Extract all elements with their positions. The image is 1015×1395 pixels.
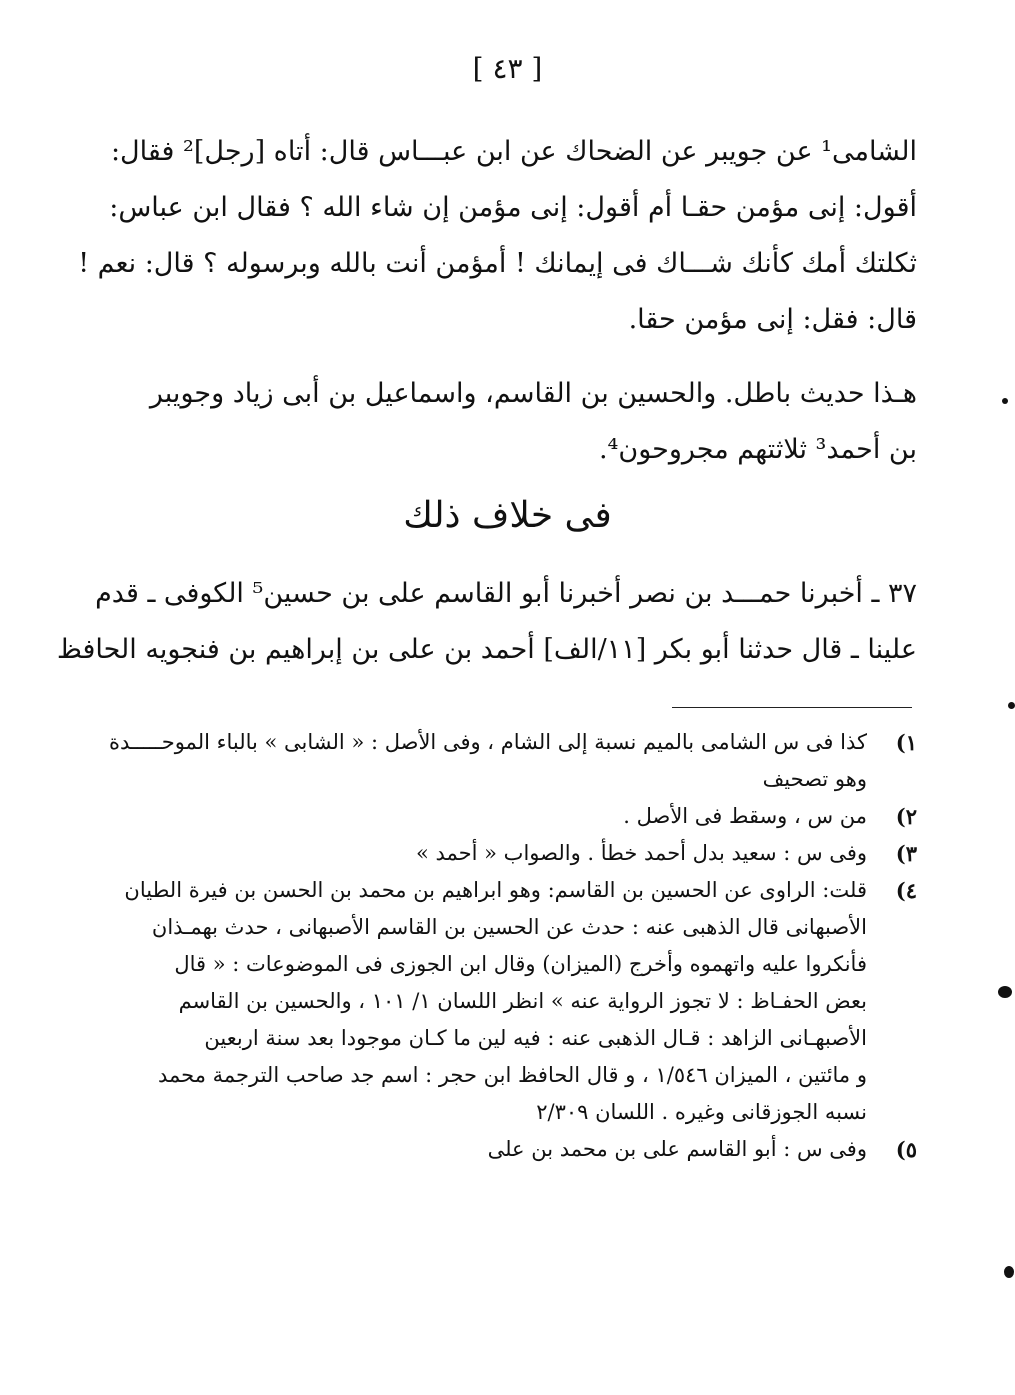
paragraph-3 [56, 566, 917, 678]
footnote-line: من س ، وسقط فى الأصل . [623, 804, 867, 828]
footnote-4 [124, 872, 917, 1131]
scan-mark [1004, 1266, 1014, 1278]
text-line: بن أحمد³ ثلاثتهم مجروحون⁴. [598, 434, 917, 465]
footnote-number: ٢) [895, 804, 917, 829]
scan-mark [1002, 398, 1008, 404]
footnote-number: ٥) [895, 1137, 917, 1162]
footnote-number: ٤) [895, 878, 917, 903]
footnote-2 [190, 798, 917, 835]
text-line: ٣٧ ـ أخبرنا حمـــد بن نصر أخبرنا أبو القاسم على بن حسين⁵ الكوفى ـ قدم [95, 578, 917, 609]
footnote-line: الأصبهـانى الزاهد : قـال الذهبى عنه : فيه لين ما كـان موجودا بعد سنة اربعين [204, 1026, 867, 1050]
footnote-line: قلت: الراوى عن الحسين بن القاسم: وهو ابراهيم بن محمد بن الحسن بن فيرة الطيان [124, 878, 867, 902]
footnote-line: وفى س : سعيد بدل أحمد خطأ . والصواب « أحمد » [415, 841, 867, 865]
paragraph-2 [149, 366, 917, 478]
footnote-3 [190, 835, 917, 872]
scan-mark [1008, 702, 1015, 709]
footnote-number: ٣) [895, 841, 917, 866]
text-line: أقول: إنى مؤمن حقـا أم أقول: إنى مؤمن إن شاء الله ؟ فقال ابن عباس: [109, 192, 917, 223]
text-line: ثكلتك أمك كأنك شـــاك فى إيمانك ! أمؤمن أنت بالله وبرسوله ؟ قال: نعم ! [78, 248, 917, 279]
footnotes [108, 724, 917, 1168]
footnote-number: ١) [895, 730, 917, 755]
footnote-line: و مائتين ، الميزان ١/٥٤٦ ، و قال الحافظ ابن حجر : اسم جد صاحب الترجمة محمد [157, 1063, 867, 1087]
footnote-1 [108, 724, 917, 798]
text-line: الشامى¹ عن جويبر عن الضحاك عن ابن عبـــاس قال: أتاه [رجل]² فقال: [110, 136, 917, 167]
footnote-line: كذا فى س الشامى بالميم نسبة إلى الشام ، وفى الأصل : « الشابى » بالباء الموحـــــدة [108, 730, 867, 754]
text-line: قال: فقل: إنى مؤمن حقا. [628, 304, 917, 335]
text-line: علينا ـ قال حدثنا أبو بكر [١١/الف] أحمد بن على بن إبراهيم بن فنجويه الحافظ [56, 634, 917, 665]
footnote-line: نسبه الجوزقانى وغيره . اللسان ٢/٣٠٩ [536, 1100, 867, 1124]
footnote-line: وفى س : أبو القاسم على بن محمد بن على [487, 1137, 867, 1161]
footnote-divider [672, 707, 912, 708]
scan-mark [998, 986, 1012, 998]
paragraph-1 [78, 124, 917, 348]
footnote-line: وهو تصحيف [762, 767, 867, 791]
text-line: هـذا حديث باطل. والحسين بن القاسم، واسماعيل بن أبى زياد وجويبر [149, 378, 917, 409]
footnote-line: بعض الحفـاظ : لا تجوز الرواية عنه » انظر اللسان ١/ ١٠١ ، والحسين بن القاسم [178, 989, 867, 1013]
footnote-line: الأصبهانى قال الذهبى عنه : حدث عن الحسين بن القاسم الأصبهانى ، حدث بهمـذان [151, 915, 867, 939]
page-number: [ ٤٣ ] [472, 52, 543, 85]
footnote-5 [190, 1131, 917, 1168]
section-heading: فى خلاف ذلك [403, 495, 612, 536]
footnote-line: فأنكروا عليه واتهموه وأخرج (الميزان) وقال ابن الجوزى فى الموضوعات : « قال [174, 952, 867, 976]
